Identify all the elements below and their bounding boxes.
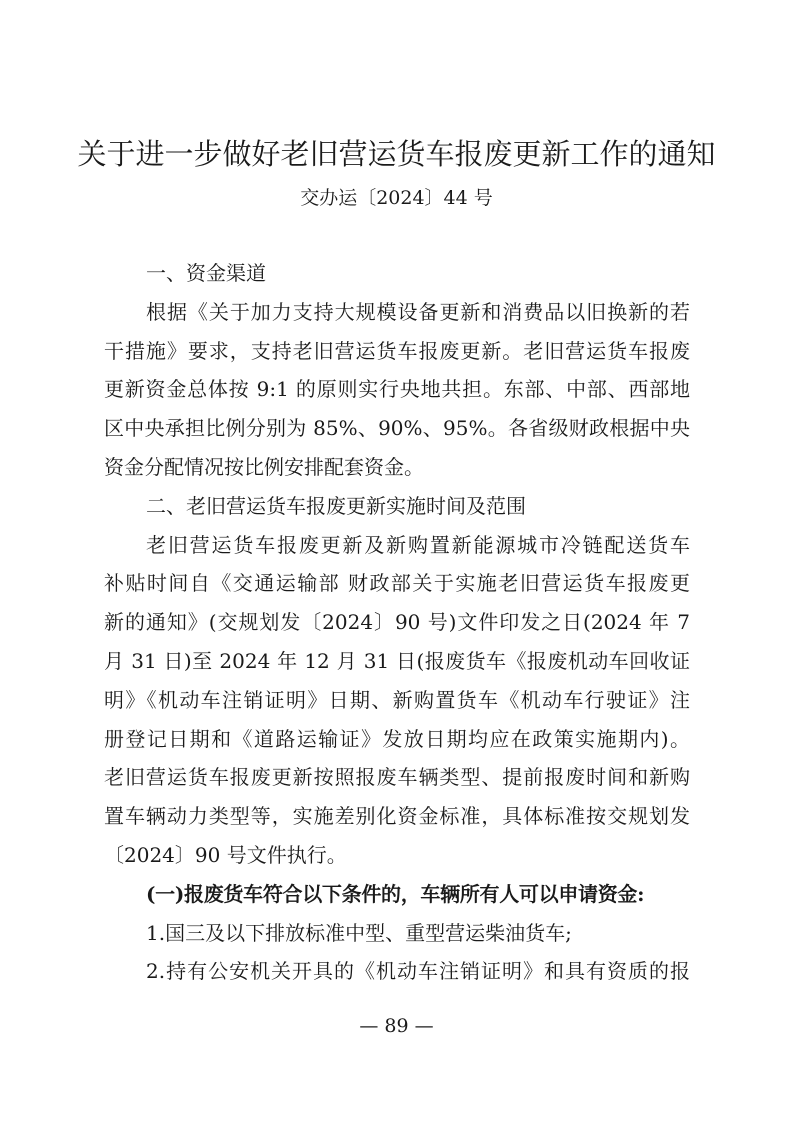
paragraph-line: 资金分配情况按比例安排配套资金。 [104, 454, 424, 479]
subsection-heading-conditions: (一)报废货车符合以下条件的，车辆所有人可以申请资金: [146, 881, 645, 906]
paragraph-line: 干措施》要求，支持老旧营运货车报废更新。老旧营运货车报废 [104, 338, 690, 363]
paragraph-line: 老旧营运货车报废更新及新购置新能源城市冷链配送货车 [146, 532, 690, 557]
document-title: 关于进一步做好老旧营运货车报废更新工作的通知 [77, 137, 716, 171]
section-heading-time-scope: 二、老旧营运货车报废更新实施时间及范围 [146, 493, 526, 518]
paragraph-line: 册登记日期和《道路运输证》发放日期均应在政策实施期内)。 [104, 726, 690, 751]
paragraph-line: 置车辆动力类型等，实施差别化资金标准，具体标准按交规划发 [104, 804, 690, 829]
paragraph-line: 新的通知》(交规划发〔2024〕90 号)文件印发之日(2024 年 7 [104, 610, 690, 635]
paragraph-line: 月 31 日)至 2024 年 12 月 31 日(报废货车《报废机动车回收证 [104, 648, 690, 673]
document-number: 交办运〔2024〕44 号 [300, 187, 493, 209]
paragraph-line: 更新资金总体按 9:1 的原则实行央地共担。东部、中部、西部地 [104, 377, 690, 402]
list-item: 1.国三及以下排放标准中型、重型营运柴油货车; [146, 920, 572, 945]
list-item: 2.持有公安机关开具的《机动车注销证明》和具有资质的报 [146, 959, 690, 984]
paragraph-line: 区中央承担比例分别为 85%、90%、95%。各省级财政根据中央 [104, 416, 690, 441]
paragraph-line: 根据《关于加力支持大规模设备更新和消费品以旧换新的若 [146, 299, 690, 324]
document-body [104, 254, 690, 991]
paragraph-line: 〔2024〕90 号文件执行。 [104, 842, 347, 867]
section-heading-funding: 一、资金渠道 [146, 261, 266, 285]
paragraph-line: 老旧营运货车报废更新按照报废车辆类型、提前报废时间和新购 [104, 765, 690, 790]
paragraph-line: 明》《机动车注销证明》日期、新购置货车《机动车行驶证》注 [104, 687, 690, 712]
page-number: — 89 — [359, 1015, 434, 1037]
paragraph-line: 补贴时间自《交通运输部 财政部关于实施老旧营运货车报废更 [104, 571, 690, 596]
